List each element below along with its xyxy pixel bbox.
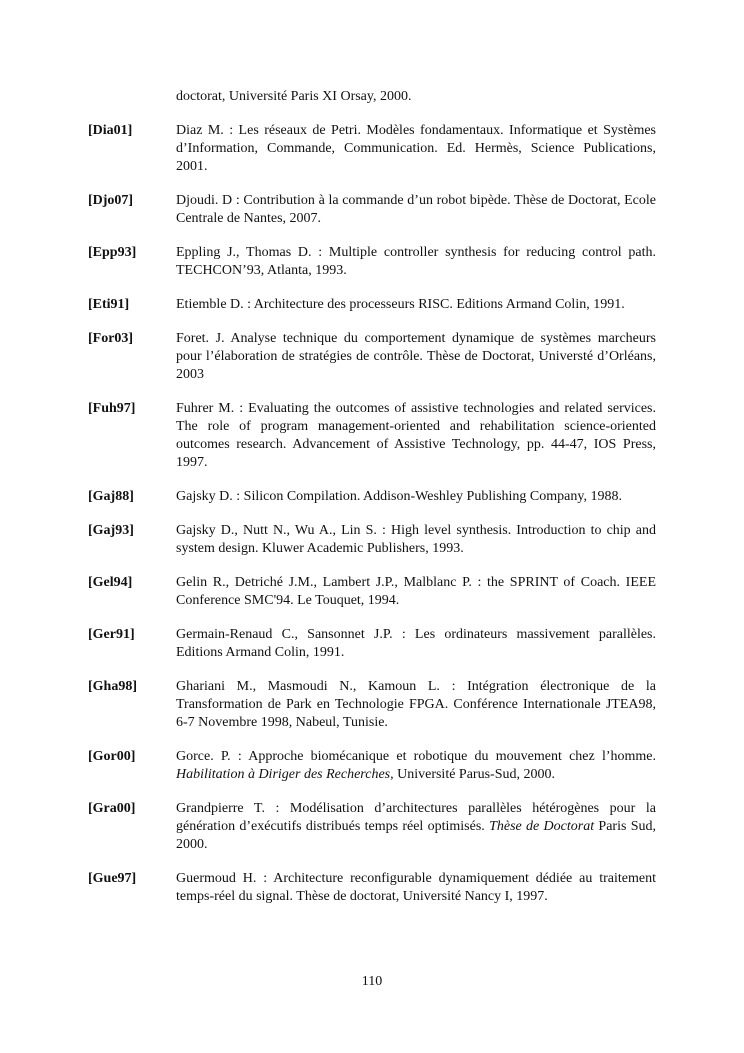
reference-text: Eppling J., Thomas D. : Multiple controller synthesis for reducing control path. TECHCON’93, Atlanta, 1993.: [176, 245, 656, 278]
reference-key: [For03]: [88, 331, 134, 346]
reference-key: [Djo07]: [88, 193, 134, 208]
reference-key: [Eti91]: [88, 297, 130, 312]
reference-entry: [88, 296, 656, 314]
reference-text: Etiemble D. : Architecture des processeurs RISC. Editions Armand Colin, 1991.: [176, 297, 625, 312]
reference-text: Ghariani M., Masmoudi N., Kamoun L. : Intégration électronique de la Transformation de Park en Technologie FPGA. Conférence Internationale JTEA98, 6-7 Novembre 1998, Nabeul, Tunisie.: [176, 679, 656, 730]
reference-entry: [88, 192, 656, 228]
reference-key: [Gha98]: [88, 679, 137, 694]
reference-text: Gorce. P. : Approche biomécanique et robotique du mouvement chez l’homme. Habilitation à Diriger des Recherches, Université Parus-Sud, 2000.: [176, 749, 656, 782]
reference-text: Djoudi. D : Contribution à la commande d’un robot bipède. Thèse de Doctorat, Ecole Centrale de Nantes, 2007.: [176, 193, 656, 226]
reference-key: [Gaj93]: [88, 523, 134, 538]
reference-entry: [88, 800, 656, 854]
reference-entry: [88, 522, 656, 558]
reference-text: Guermoud H. : Architecture reconfigurable dynamiquement dédiée au traitement temps-réel du signal. Thèse de doctorat, Université Nancy I, 1997.: [176, 871, 656, 904]
reference-entry: [88, 488, 656, 506]
reference-text: Diaz M. : Les réseaux de Petri. Modèles fondamentaux. Informatique et Systèmes d’Information, Commande, Communication. Ed. Hermès, Science Publications, 2001.: [176, 123, 656, 174]
reference-entry: [88, 330, 656, 384]
reference-entry: [88, 122, 656, 176]
reference-key: [Gaj88]: [88, 489, 134, 504]
reference-text: Grandpierre T. : Modélisation d’architectures parallèles hétérogènes pour la génération d’exécutifs distribués temps réel optimisés. Thèse de Doctorat Paris Sud, 2000.: [176, 801, 657, 852]
reference-entry: [88, 574, 656, 610]
reference-entry: [88, 244, 656, 280]
reference-text: Gajsky D., Nutt N., Wu A., Lin S. : High level synthesis. Introduction to chip and system design. Kluwer Academic Publishers, 1993.: [176, 523, 656, 556]
reference-key: [Gra00]: [88, 801, 136, 816]
reference-key: [Epp93]: [88, 245, 137, 260]
reference-key: [Gor00]: [88, 749, 136, 764]
reference-entry: [88, 626, 656, 662]
reference-key: [Dia01]: [88, 123, 133, 138]
reference-key: [Gel94]: [88, 575, 133, 590]
reference-text: Foret. J. Analyse technique du comportement dynamique de systèmes marcheurs pour l’élaboration de stratégies de contrôle. Thèse de Doctorat, Universté d’Orléans, 2003: [176, 331, 656, 382]
page-number: 110: [361, 974, 383, 989]
reference-continuation: doctorat, Université Paris XI Orsay, 2000.: [176, 89, 412, 104]
reference-text: Germain-Renaud C., Sansonnet J.P. : Les ordinateurs massivement parallèles. Editions Armand Colin, 1991.: [176, 627, 656, 660]
bibliography-page: [88, 88, 656, 922]
reference-entry: [88, 678, 656, 732]
reference-key: [Ger91]: [88, 627, 135, 642]
reference-text: Fuhrer M. : Evaluating the outcomes of assistive technologies and related services. The role of program management-oriented and rehabilitation science-oriented outcomes research. Advancement of Assistive Technology, pp. 44-47, IOS Press, 1997.: [176, 401, 656, 470]
reference-key: [Gue97]: [88, 871, 137, 886]
reference-text: Gajsky D. : Silicon Compilation. Addison-Weshley Publishing Company, 1988.: [176, 489, 622, 504]
reference-entry: [88, 870, 656, 906]
reference-entry: [88, 400, 656, 472]
reference-text: Gelin R., Detriché J.M., Lambert J.P., Malblanc P. : the SPRINT of Coach. IEEE Conference SMC'94. Le Touquet, 1994.: [176, 575, 656, 608]
reference-key: [Fuh97]: [88, 401, 136, 416]
reference-entry: [88, 748, 656, 784]
